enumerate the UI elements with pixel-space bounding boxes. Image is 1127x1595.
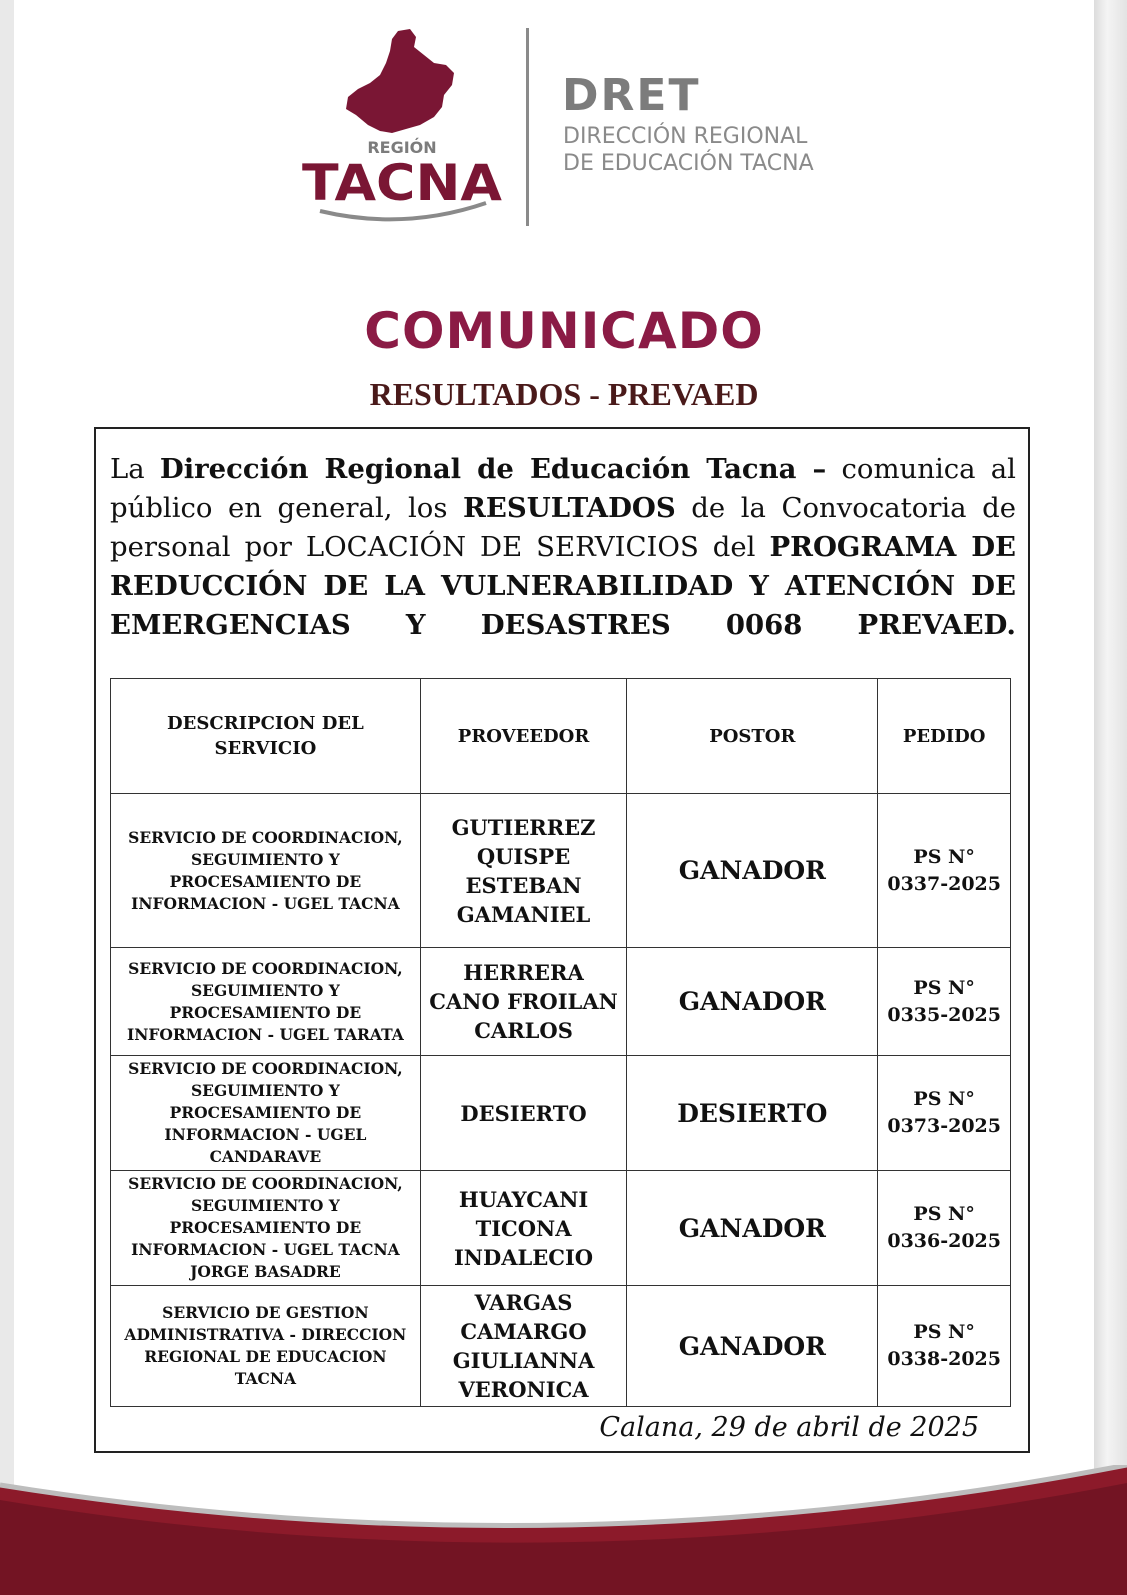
- cell-proveedor: DESIERTO: [420, 1056, 627, 1171]
- cell-proveedor: VARGAS CAMARGO GIULIANNA VERONICA: [420, 1286, 627, 1407]
- header-pedido: PEDIDO: [878, 679, 1011, 794]
- cell-descripcion: SERVICIO DE COORDINACION, SEGUIMIENTO Y PROCESAMIENTO DE INFORMACION - UGEL TACNA JORGE BASADRE: [111, 1171, 421, 1286]
- intro-paragraph: La Dirección Regional de Educación Tacna – comunica al público en general, los RESULTADOS de la Convocatoria de personal por LOCACIÓN DE SERVICIOS del PROGRAMA DE REDUCCIÓN DE LA VULNERABILIDAD Y ATENCIÓN DE EMERGENCIAS Y DESASTRES 0068 PREVAED.: [110, 453, 1016, 641]
- footer-decoration: [0, 1465, 1127, 1595]
- cell-pedido: PS N° 0373-2025: [878, 1056, 1011, 1171]
- header-descripcion: DESCRIPCION DEL SERVICIO: [111, 679, 421, 794]
- logo-region-big-text: TACNA: [302, 154, 503, 212]
- intro-bold-institution: Dirección Regional de Educación Tacna –: [159, 453, 827, 485]
- header-postor: POSTOR: [627, 679, 878, 794]
- cell-proveedor: GUTIERREZ QUISPE ESTEBAN GAMANIEL: [420, 794, 627, 948]
- intro-bold-results: RESULTADOS: [463, 492, 676, 524]
- table-row: [111, 948, 1011, 1056]
- logo-region-small-text: REGIÓN: [367, 138, 437, 157]
- table-row: [111, 1286, 1011, 1407]
- page-subtitle: RESULTADOS - PREVAED: [369, 376, 759, 412]
- cell-postor: GANADOR: [627, 948, 878, 1056]
- cell-pedido: PS N° 0335-2025: [878, 948, 1011, 1056]
- dret-name-line1: DIRECCIÓN REGIONAL: [563, 124, 808, 149]
- intro-bold-program: PROGRAMA DE REDUCCIÓN DE LA VULNERABILIDAD Y ATENCIÓN DE EMERGENCIAS Y DESASTRES 0068 PREVAED.: [110, 531, 1016, 641]
- table-header-row: [111, 679, 1011, 794]
- table-row: [111, 1056, 1011, 1171]
- cell-pedido: PS N° 0337-2025: [878, 794, 1011, 948]
- cell-descripcion: SERVICIO DE COORDINACION, SEGUIMIENTO Y PROCESAMIENTO DE INFORMACION - UGEL TARATA: [111, 948, 421, 1056]
- cell-descripcion: SERVICIO DE COORDINACION, SEGUIMIENTO Y PROCESAMIENTO DE INFORMACION - UGEL TACNA: [111, 794, 421, 948]
- dret-acronym: DRET: [562, 70, 701, 121]
- dret-name-line2: DE EDUCACIÓN TACNA: [563, 151, 814, 176]
- table-row: [111, 794, 1011, 948]
- tacna-map-icon: [346, 29, 454, 133]
- cell-postor: DESIERTO: [627, 1056, 878, 1171]
- cell-proveedor: HUAYCANI TICONA INDALECIO: [420, 1171, 627, 1286]
- table-row: [111, 1171, 1011, 1286]
- cell-pedido: PS N° 0338-2025: [878, 1286, 1011, 1407]
- cell-postor: GANADOR: [627, 1286, 878, 1407]
- cell-postor: GANADOR: [627, 1171, 878, 1286]
- cell-descripcion: SERVICIO DE COORDINACION, SEGUIMIENTO Y PROCESAMIENTO DE INFORMACION - UGEL CANDARAVE: [111, 1056, 421, 1171]
- cell-pedido: PS N° 0336-2025: [878, 1171, 1011, 1286]
- results-table: [110, 678, 1011, 1407]
- region-tacna-logo: [294, 25, 514, 235]
- logo-divider: [526, 28, 529, 226]
- cell-descripcion: SERVICIO DE GESTION ADMINISTRATIVA - DIRECCION REGIONAL DE EDUCACION TACNA: [111, 1286, 421, 1407]
- page-edge-shadow: [1094, 0, 1127, 1595]
- document-date: Calana, 29 de abril de 2025: [599, 1412, 979, 1443]
- page-title: COMUNICADO: [364, 302, 764, 360]
- cell-postor: GANADOR: [627, 794, 878, 948]
- document-page: [14, 0, 1094, 1595]
- cell-proveedor: HERRERA CANO FROILAN CARLOS: [420, 948, 627, 1056]
- header-proveedor: PROVEEDOR: [420, 679, 627, 794]
